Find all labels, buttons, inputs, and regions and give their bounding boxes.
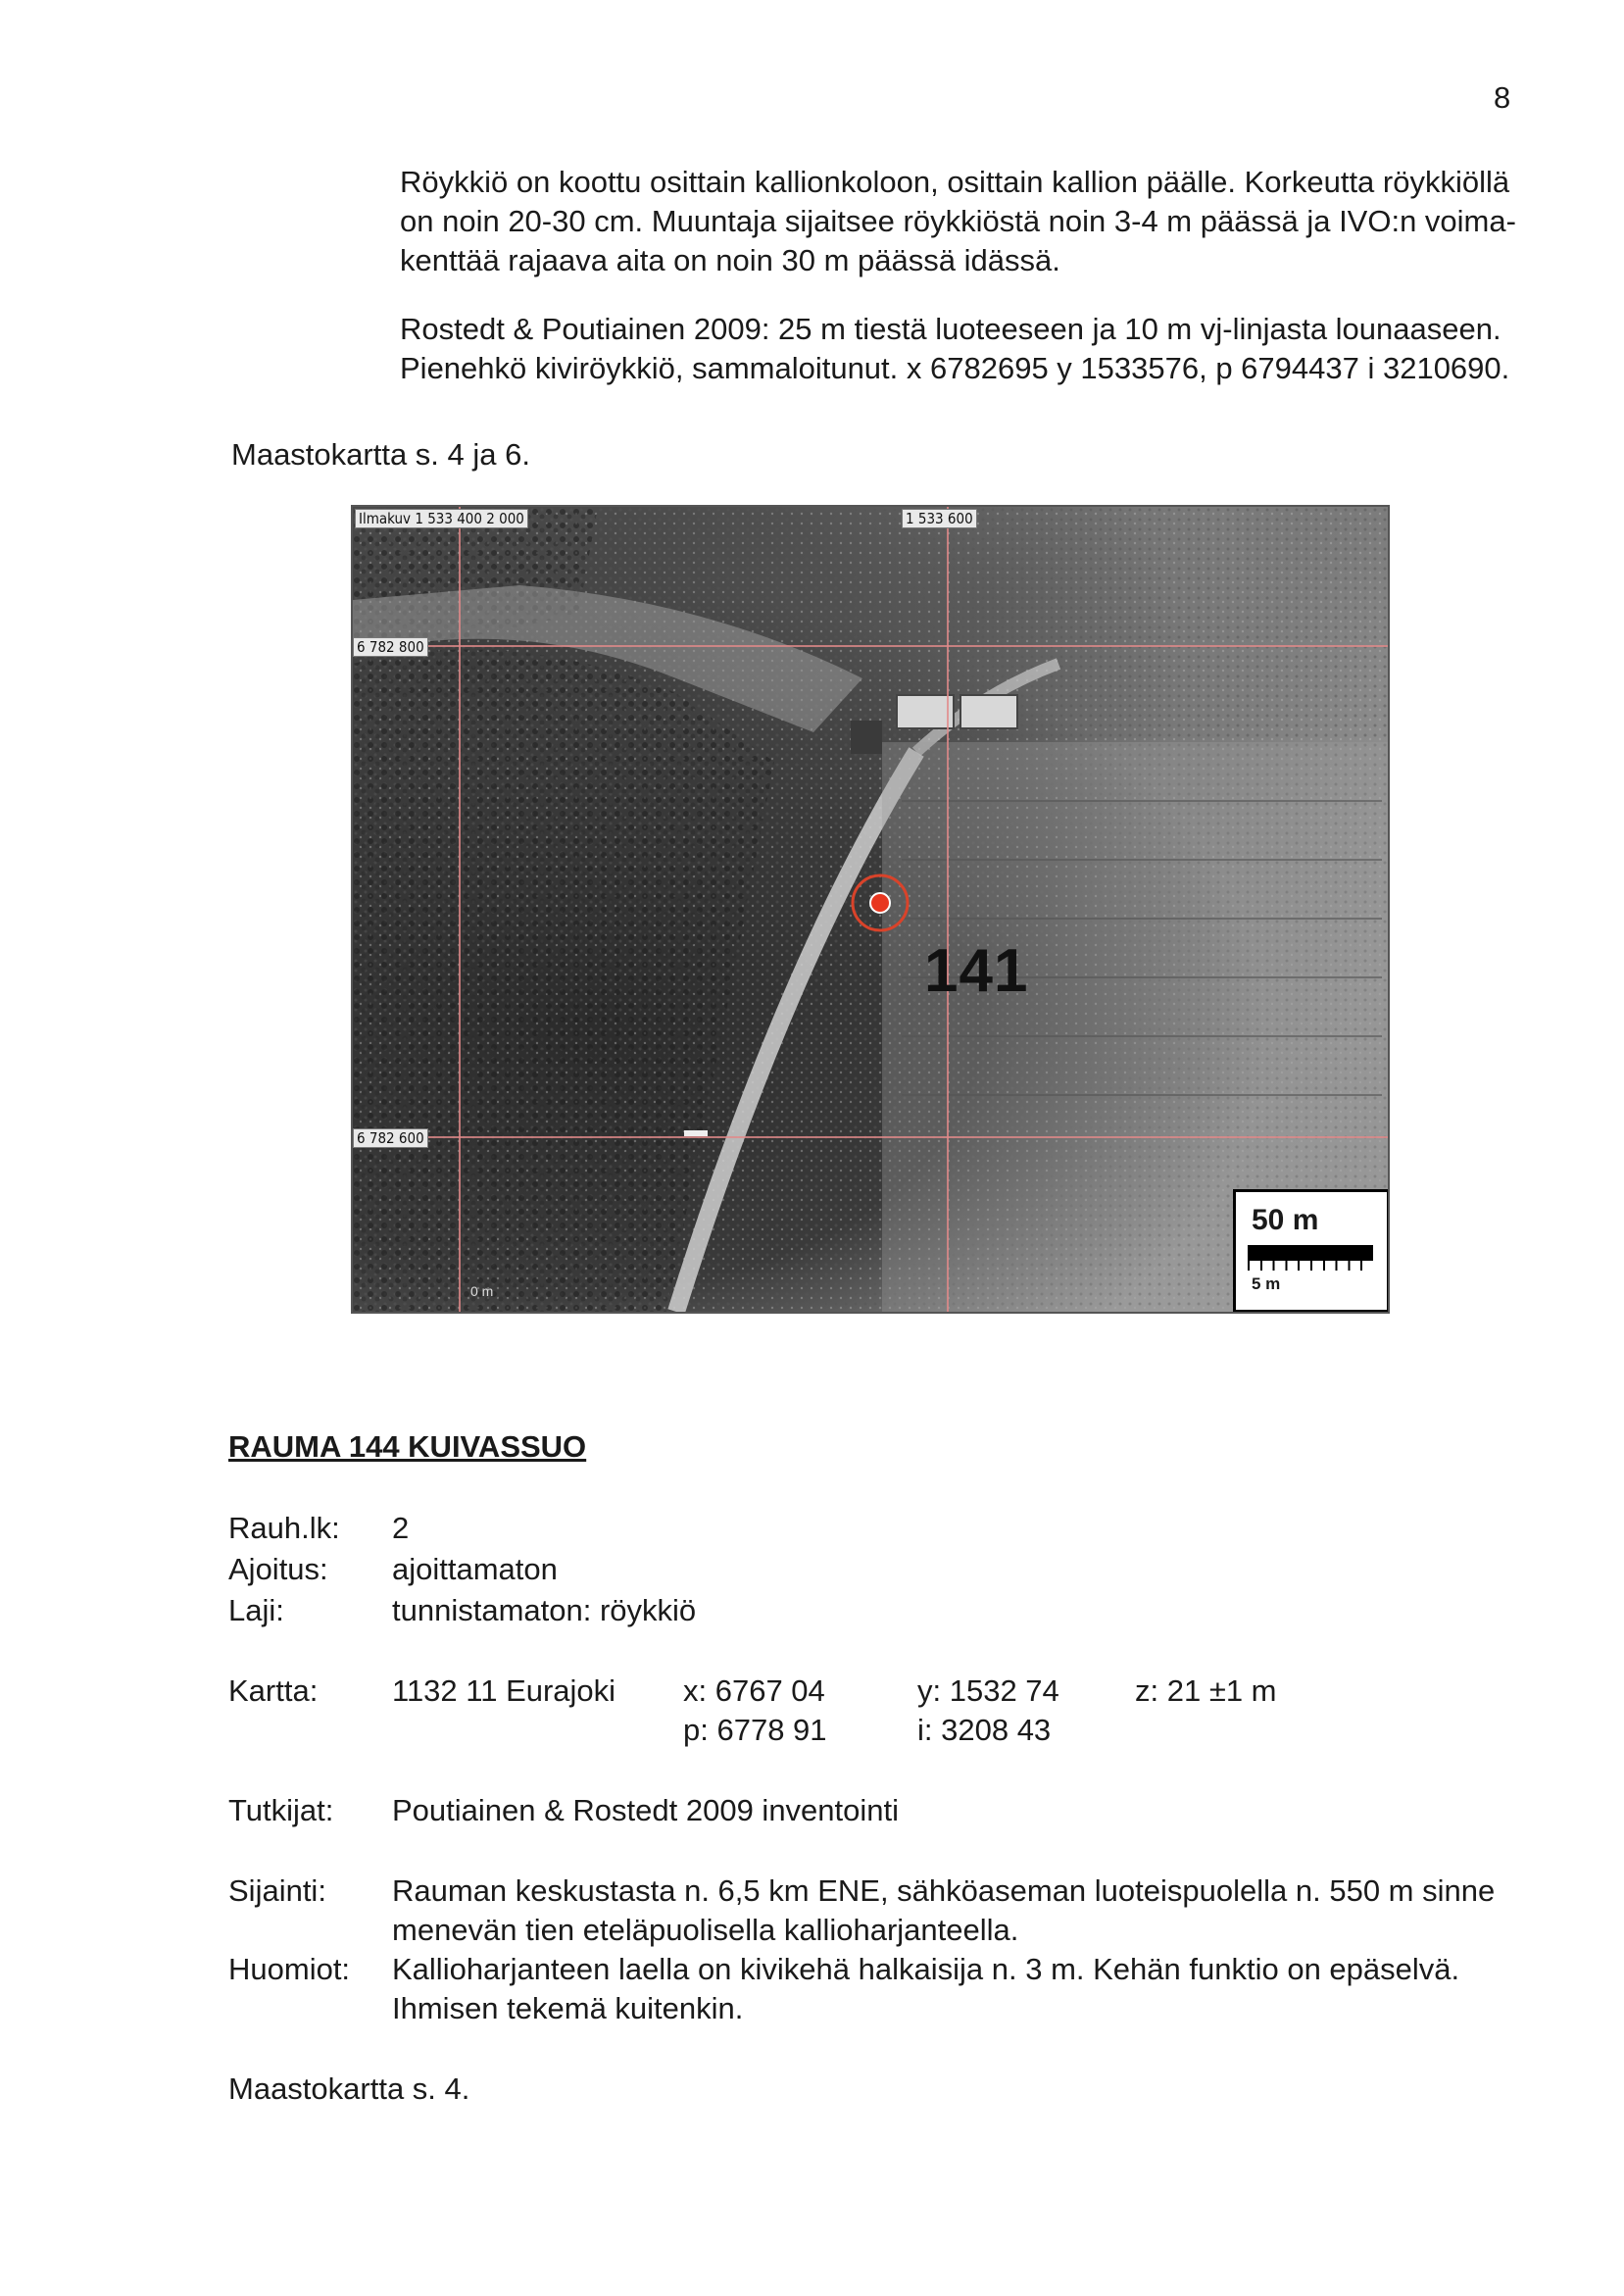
map-mark: 0 m — [470, 1283, 494, 1299]
tutkijat-label: Tutkijat: — [228, 1793, 334, 1827]
huomiot-value — [392, 1950, 1519, 2028]
scale-legend — [1233, 1189, 1390, 1313]
intro-paragraph-2 — [400, 310, 1537, 388]
sijainti-value — [392, 1872, 1519, 1950]
text-line: Rostedt & Poutiainen 2009: 25 m tiestä luoteeseen ja 10 m vj-linjasta lounaaseen. — [400, 312, 1501, 346]
text-line: menevän tien eteläpuolisella kallioharjanteella. — [392, 1913, 1019, 1947]
p-coordinate: p: 6778 91 — [683, 1713, 827, 1747]
y-coordinate: y: 1532 74 — [917, 1673, 1059, 1708]
tutkijat-value: Poutiainen & Rostedt 2009 inventointi — [392, 1793, 900, 1827]
huomiot-label: Huomiot: — [228, 1952, 351, 1986]
text-line: on noin 20-30 cm. Muuntaja sijaitsee röykkiöstä noin 3-4 m päässä ja IVO:n voima- — [400, 204, 1516, 238]
sijainti-label: Sijainti: — [228, 1873, 326, 1908]
ajoitus-value: ajoittamaton — [392, 1552, 558, 1586]
text-line: Ihmisen tekemä kuitenkin. — [392, 1991, 744, 2025]
kartta-label: Kartta: — [228, 1673, 319, 1708]
laji-value: tunnistamaton: röykkiö — [392, 1593, 697, 1627]
scale-small-label: 5 m — [1252, 1274, 1281, 1293]
laji-label: Laji: — [228, 1593, 284, 1627]
map-coord-label: Ilmakuv 1 533 400 2 000 — [355, 509, 528, 528]
text-line: kenttää rajaava aita on noin 30 m päässä idässä. — [400, 243, 1060, 277]
map-coord-label: 6 782 600 — [353, 1128, 428, 1148]
z-coordinate: z: 21 ±1 m — [1135, 1673, 1277, 1708]
kartta-value: 1132 11 Eurajoki — [392, 1673, 616, 1708]
text-line: Rauman keskustasta n. 6,5 km ENE, sähköaseman luoteispuolella n. 550 m sinne — [392, 1873, 1496, 1908]
page-number: 8 — [1494, 80, 1511, 115]
ajoitus-label: Ajoitus: — [228, 1552, 328, 1586]
site-marker-dot — [870, 893, 890, 913]
entry-map-reference: Maastokartta s. 4. — [228, 2071, 470, 2106]
scale-ticks — [1248, 1261, 1373, 1271]
scale-label: 50 m — [1252, 1204, 1319, 1236]
map-feature — [684, 1130, 708, 1136]
i-coordinate: i: 3208 43 — [917, 1713, 1052, 1747]
aerial-photo-map — [351, 505, 1390, 1314]
map-reference: Maastokartta s. 4 ja 6. — [231, 437, 530, 472]
rauh-label: Rauh.lk: — [228, 1511, 340, 1545]
intro-paragraph-1 — [400, 163, 1537, 280]
x-coordinate: x: 6767 04 — [683, 1673, 825, 1708]
site-number-label: 141 — [924, 937, 1029, 1005]
entry-title: RAUMA 144 KUIVASSUO — [228, 1429, 587, 1464]
map-coord-label: 6 782 800 — [353, 637, 428, 657]
rauh-value: 2 — [392, 1511, 410, 1545]
map-coord-label: 1 533 600 — [902, 509, 977, 528]
text-line: Kallioharjanteen laella on kivikehä halkaisija n. 3 m. Kehän funktio on epäselvä. — [392, 1952, 1460, 1986]
text-line: Pienehkö kiviröykkiö, sammaloitunut. x 6782695 y 1533576, p 6794437 i 3210690. — [400, 351, 1510, 385]
scale-bar — [1248, 1245, 1373, 1261]
text-line: Röykkiö on koottu osittain kallionkoloon, osittain kallion päälle. Korkeutta röykkiöllä — [400, 165, 1510, 199]
